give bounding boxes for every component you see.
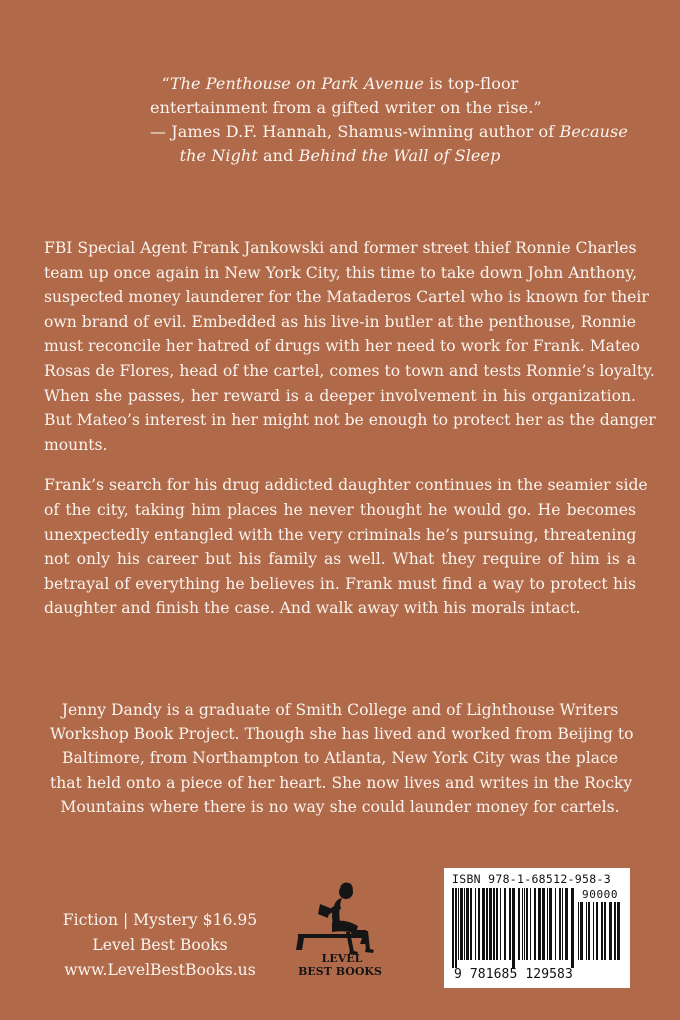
publisher-logo bbox=[284, 878, 396, 982]
publisher-info bbox=[48, 908, 272, 983]
quote-attribution-line-2: the Night and Behind the Wall of Sleep bbox=[179, 146, 501, 165]
barcode-bar bbox=[593, 902, 594, 960]
ean-digits: 9 781685 129583 bbox=[454, 967, 573, 982]
ean-barcode-bars bbox=[452, 888, 574, 968]
barcode-bar bbox=[609, 902, 612, 960]
text-line: Rosas de Flores, head of the cartel, comes to town and tests Ronnie’s loyalty. bbox=[44, 361, 655, 380]
isbn-label: ISBN 978-1-68512-958-3 bbox=[452, 872, 611, 886]
barcode-bar bbox=[596, 902, 598, 960]
barcode-bar bbox=[601, 902, 603, 960]
text-line: Frank’s search for his drug addicted daughter continues in the seamier side bbox=[44, 476, 648, 495]
barcode-bar bbox=[486, 888, 488, 960]
barcode-bar bbox=[565, 888, 568, 960]
barcode-bar bbox=[496, 888, 498, 960]
text-line: mounts. bbox=[44, 435, 108, 454]
text-line: not only his career but his family as well. What they require of him is a bbox=[44, 550, 636, 569]
barcode-bar bbox=[522, 888, 523, 960]
text-line: daughter and finish the case. And walk away with his morals intact. bbox=[44, 599, 581, 618]
text-line: unexpectedly entangled with the very criminals he’s pursuing, threatening bbox=[44, 525, 637, 544]
barcode-bar bbox=[452, 888, 454, 968]
barcode-bar bbox=[493, 888, 495, 960]
quote-line-2: entertainment from a gifted writer on the rise.” bbox=[150, 98, 542, 117]
text-line: must reconcile her hatred of drugs with her need to work for Frank. Mateo bbox=[44, 337, 640, 356]
barcode-bar bbox=[464, 888, 465, 960]
barcode-bar bbox=[455, 888, 457, 968]
bio-line: Jenny Dandy is a graduate of Smith College and of Lighthouse Writers bbox=[61, 701, 619, 719]
barcode-bar bbox=[578, 902, 579, 960]
barcode-bar bbox=[604, 902, 606, 960]
barcode-bar bbox=[500, 888, 501, 960]
text-line: own brand of evil. Embedded as his live-in butler at the penthouse, Ronnie bbox=[44, 312, 637, 331]
barcode-bar bbox=[458, 888, 459, 960]
barcode-bar bbox=[580, 902, 583, 960]
barcode-bar bbox=[534, 888, 536, 960]
bio-line: Workshop Book Project. Though she has lived and worked from Beijing to bbox=[50, 725, 634, 744]
barcode-bar bbox=[562, 888, 563, 960]
barcode-bar bbox=[478, 888, 480, 960]
quoted-book-title: The Penthouse on Park Avenue bbox=[169, 74, 424, 93]
barcode-bar bbox=[547, 888, 548, 960]
barcode-bar bbox=[470, 888, 472, 960]
barcode-bar bbox=[538, 888, 541, 960]
text-line: FBI Special Agent Frank Jankowski and former street thief Ronnie Charles bbox=[44, 239, 637, 257]
author-bio bbox=[50, 698, 634, 819]
barcode-bar bbox=[559, 888, 561, 960]
text-line: team up once again in New York City, this time to take down John Anthony, bbox=[44, 263, 638, 282]
logo-text-best-books: BEST BOOKS bbox=[298, 965, 382, 978]
barcode-bar bbox=[549, 888, 552, 960]
supplemental-barcode-bars bbox=[578, 902, 624, 968]
text-line: When she passes, her reward is a deeper involvement in his organization. bbox=[44, 386, 636, 405]
description-paragraph-2 bbox=[44, 473, 648, 621]
text-line: betrayal of everything he believes in. Frank must find a way to protect his bbox=[44, 574, 636, 593]
bio-line: Baltimore, from Northampton to Atlanta, New York City was the place bbox=[62, 749, 618, 768]
barcode-bar bbox=[466, 888, 469, 960]
publisher-website: www.LevelBestBooks.us bbox=[64, 961, 256, 979]
quote-line-1: “The Penthouse on Park Avenue is top-floor bbox=[161, 74, 519, 93]
text-line: But Mateo’s interest in her might not be enough to protect her as the danger bbox=[44, 411, 656, 430]
barcode-bar bbox=[518, 888, 520, 960]
barcode-bar bbox=[614, 902, 616, 960]
barcode-bar bbox=[524, 888, 525, 960]
barcode-bar bbox=[509, 888, 511, 960]
logo-text-level: LEVEL bbox=[321, 952, 363, 965]
quote-attribution-line-1: — James D.F. Hannah, Shamus-winning author of Because bbox=[150, 122, 628, 141]
text-line: of the city, taking him places he never thought he would go. He becomes bbox=[44, 500, 636, 519]
barcode-bar bbox=[588, 902, 590, 960]
barcode-bar bbox=[542, 888, 545, 960]
price-code: 90000 bbox=[582, 888, 619, 901]
barcode-bar bbox=[489, 888, 492, 960]
genre-price: Fiction | Mystery $16.95 bbox=[62, 911, 258, 929]
barcode-bar bbox=[586, 902, 587, 960]
barcode-bar bbox=[512, 888, 515, 968]
book-description bbox=[44, 236, 656, 621]
review-quote bbox=[150, 72, 628, 168]
description-paragraph-1 bbox=[44, 236, 656, 457]
bio-line: Mountains where there is no way she could launder money for cartels. bbox=[60, 797, 620, 816]
barcode-bar bbox=[482, 888, 485, 960]
barcode-bar bbox=[617, 902, 620, 960]
barcode-bar bbox=[555, 888, 556, 960]
barcode-bar bbox=[460, 888, 463, 960]
barcode-bar bbox=[475, 888, 476, 960]
barcode-bar bbox=[526, 888, 528, 960]
bio-line: that held onto a piece of her heart. She now lives and writes in the Rocky bbox=[50, 773, 633, 792]
text-line: suspected money launderer for the Mataderos Cartel who is known for their bbox=[44, 288, 649, 307]
barcode-bar bbox=[571, 888, 574, 968]
barcode-bar bbox=[530, 888, 531, 960]
isbn-barcode bbox=[444, 868, 630, 988]
publisher-name: Level Best Books bbox=[92, 936, 228, 954]
barcode-bar bbox=[504, 888, 506, 960]
